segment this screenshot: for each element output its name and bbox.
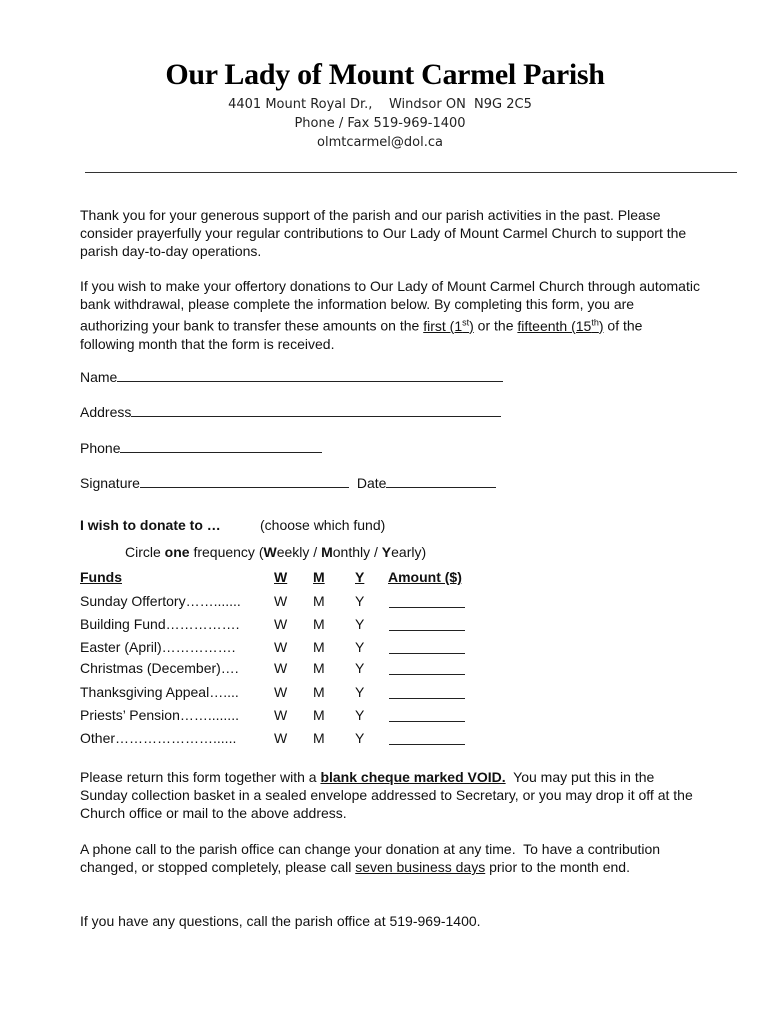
monthly-option[interactable]: M [313,730,325,746]
name-field[interactable] [80,368,503,386]
return-instructions: Please return this form together with a blank cheque marked VOID. You may put this in the Sunday collection basket in a sealed envelope addressed to Secretary, or you may drop it off at the Church office or mail to the above address. [80,769,697,821]
monthly-option[interactable]: M [313,707,325,723]
amount-blank[interactable] [389,744,465,745]
monthly-option[interactable]: M [313,660,325,676]
parish-title: Our Lady of Mount Carmel Parish [165,58,605,91]
parish-phone: Phone / Fax 519-969-1400 [294,116,466,131]
fund-name: Building Fund……………. [80,616,240,632]
fund-name: Sunday Offertory……....... [80,593,241,609]
phone-line[interactable] [120,439,322,453]
or-the-text: or the [473,317,518,334]
amount-blank[interactable] [389,721,465,722]
intro-paragraph: Thank you for your generous support of the parish and our parish activities in the past. Please consider prayerfully your regular contributions to Our Lady of Mount Carmel Church to support the parish day-to-day operations. [80,207,687,259]
address-field[interactable] [80,403,501,421]
monthly-option[interactable]: M [313,593,325,609]
change-instructions: A phone call to the parish office can change your donation at any time. To have a contribution changed, or stopped completely, please call seven business days prior to the month end. [80,841,664,875]
weekly-option[interactable]: W [274,730,288,746]
yearly-option[interactable]: Y [355,616,365,632]
frequency-instruction: Circle one frequency (Weekly / Monthly / Yearly) [125,544,427,560]
weekly-option[interactable]: W [274,616,288,632]
yearly-option[interactable]: Y [355,593,365,609]
fund-name: Priests’ Pension……........ [80,707,239,723]
weekly-option[interactable]: W [274,660,288,676]
first-of-month: first (1st) [423,317,474,334]
choose-fund-note: (choose which fund) [260,517,386,533]
questions-note: If you have any questions, call the parish office at 519-969-1400. [80,913,481,929]
header-divider [85,172,737,173]
fund-name: Other…………………...... [80,730,237,746]
withdrawal-text-a: If you wish to make your offertory donations to Our Lady of Mount Carmel Church through automatic bank withdrawal, please complete the information below. By completing this form, you are authorizing your bank to transfer these amounts on the [80,278,700,334]
void-cheque-note: blank cheque marked VOID. [320,769,506,785]
name-line[interactable] [117,368,503,382]
fund-name: Christmas (December)…. [80,660,239,676]
amount-blank[interactable] [389,607,465,608]
weekly-option[interactable]: W [274,707,288,723]
header-monthly: M [313,569,325,585]
seven-business-days: seven business days [355,859,486,875]
weekly-option[interactable]: W [274,593,288,609]
fifteenth-of-month: fifteenth (15th) [517,317,604,334]
amount-blank[interactable] [389,630,465,631]
date-label: Date [356,475,387,491]
phone-field[interactable] [80,439,322,457]
withdrawal-paragraph [80,277,700,353]
signature-label: Signature [80,475,140,491]
address-label: Address [80,404,132,420]
monthly-option[interactable]: M [313,639,325,655]
weekly-option[interactable]: W [274,639,288,655]
header-yearly: Y [355,569,365,585]
yearly-option[interactable]: Y [355,660,365,676]
signature-line[interactable] [140,474,349,488]
parish-email: olmtcarmel@dol.ca [317,135,443,150]
amount-blank[interactable] [389,698,465,699]
donate-heading: I wish to donate to … [80,517,221,533]
weekly-option[interactable]: W [274,684,288,700]
yearly-option[interactable]: Y [355,730,365,746]
fund-name: Thanksgiving Appeal….... [80,684,239,700]
signature-field[interactable] [80,474,496,492]
fund-name: Easter (April)……………. [80,639,236,655]
yearly-option[interactable]: Y [355,639,365,655]
header-weekly: W [274,569,288,585]
name-label: Name [80,369,118,385]
amount-blank[interactable] [389,653,465,654]
address-line[interactable] [131,403,501,417]
date-line[interactable] [386,474,496,488]
parish-address: 4401 Mount Royal Dr., Windsor ON N9G 2C5 [228,97,532,112]
amount-blank[interactable] [389,674,465,675]
header-amount: Amount ($) [388,569,462,585]
withdrawal-text-b: of the following month that the form is received. [80,317,643,352]
monthly-option[interactable]: M [313,684,325,700]
yearly-option[interactable]: Y [355,707,365,723]
yearly-option[interactable]: Y [355,684,365,700]
monthly-option[interactable]: M [313,616,325,632]
phone-label: Phone [80,440,121,456]
header-funds: Funds [80,569,122,585]
